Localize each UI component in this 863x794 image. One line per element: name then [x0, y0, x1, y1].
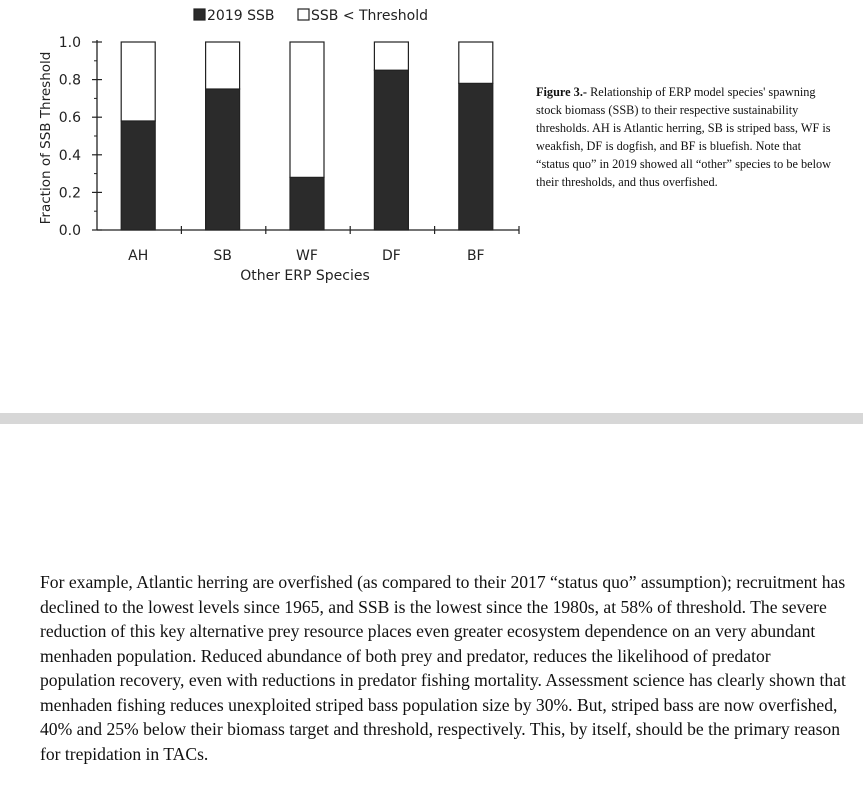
y-tick-label: 0.8 — [58, 72, 81, 89]
y-axis-title: Fraction of SSB Threshold — [38, 51, 54, 225]
y-tick-label: 1.0 — [58, 35, 81, 51]
bar-2019-ssb — [206, 89, 240, 230]
figure-label: Figure 3.- — [536, 85, 588, 99]
bar-2019-ssb — [374, 70, 408, 230]
figure-caption-text: Relationship of ERP model species' spawning stock biomass (SSB) to their respective sustainability thresholds. AH is Atlantic herring, SB is striped bass, WF is weakfish, DF is dogfish, and BF is bluefish. Note that “status quo” in 2019 showed all “other” species to be below their thresholds, and thus overfished. — [536, 85, 832, 189]
body-paragraph: For example, Atlantic herring are overfished (as compared to their 2017 “status quo” assumption); recruitment has declined to the lowest levels since 1965, and SSB is the lowest since the 1980s, at 58% of threshold. The severe reduction of this key alternative prey resource places even greater ecosystem dependence on an very abundant menhaden population. Reduced abundance of both prey and predator, reduces the likelihood of predator population recovery, even with reductions in predator fishing mortality. Assessment science has clearly shown that menhaden fishing reduces unexploited striped bass population size by 30%. But, striped bass are now overfished, 40% and 25% below their biomass target and threshold, respectively. This, by itself, should be the primary reason for trepidation in TACs. — [40, 572, 846, 764]
y-tick-label: 0.6 — [58, 110, 81, 127]
bar-ssb-below-threshold — [459, 42, 493, 83]
bar-ssb-below-threshold — [290, 42, 324, 177]
page-divider — [0, 413, 863, 424]
x-tick-label: AH — [128, 248, 149, 264]
legend-label-ssb-below-threshold: SSB < Threshold — [311, 8, 429, 24]
x-tick-label: WF — [296, 248, 318, 264]
bar-2019-ssb — [290, 177, 324, 230]
x-tick-label: BF — [466, 248, 485, 264]
x-axis-title: Other ERP Species — [240, 268, 370, 284]
y-tick-label: 0.4 — [58, 147, 81, 164]
bar-ssb-below-threshold — [374, 42, 408, 70]
figure-caption — [536, 83, 836, 191]
bar-ssb-below-threshold — [121, 42, 155, 121]
legend-swatch-ssb-below-threshold — [298, 9, 309, 20]
legend-label-2019-ssb: 2019 SSB — [207, 8, 275, 24]
x-tick-label: SB — [213, 248, 232, 264]
bar-ssb-below-threshold — [206, 42, 240, 89]
ssb-threshold-chart — [0, 0, 530, 300]
bar-2019-ssb — [121, 121, 155, 230]
y-tick-label: 0.0 — [58, 223, 81, 239]
legend-swatch-2019-ssb — [194, 9, 205, 20]
y-tick-label: 0.2 — [58, 185, 81, 202]
bar-2019-ssb — [459, 83, 493, 230]
x-tick-label: DF — [381, 248, 401, 264]
